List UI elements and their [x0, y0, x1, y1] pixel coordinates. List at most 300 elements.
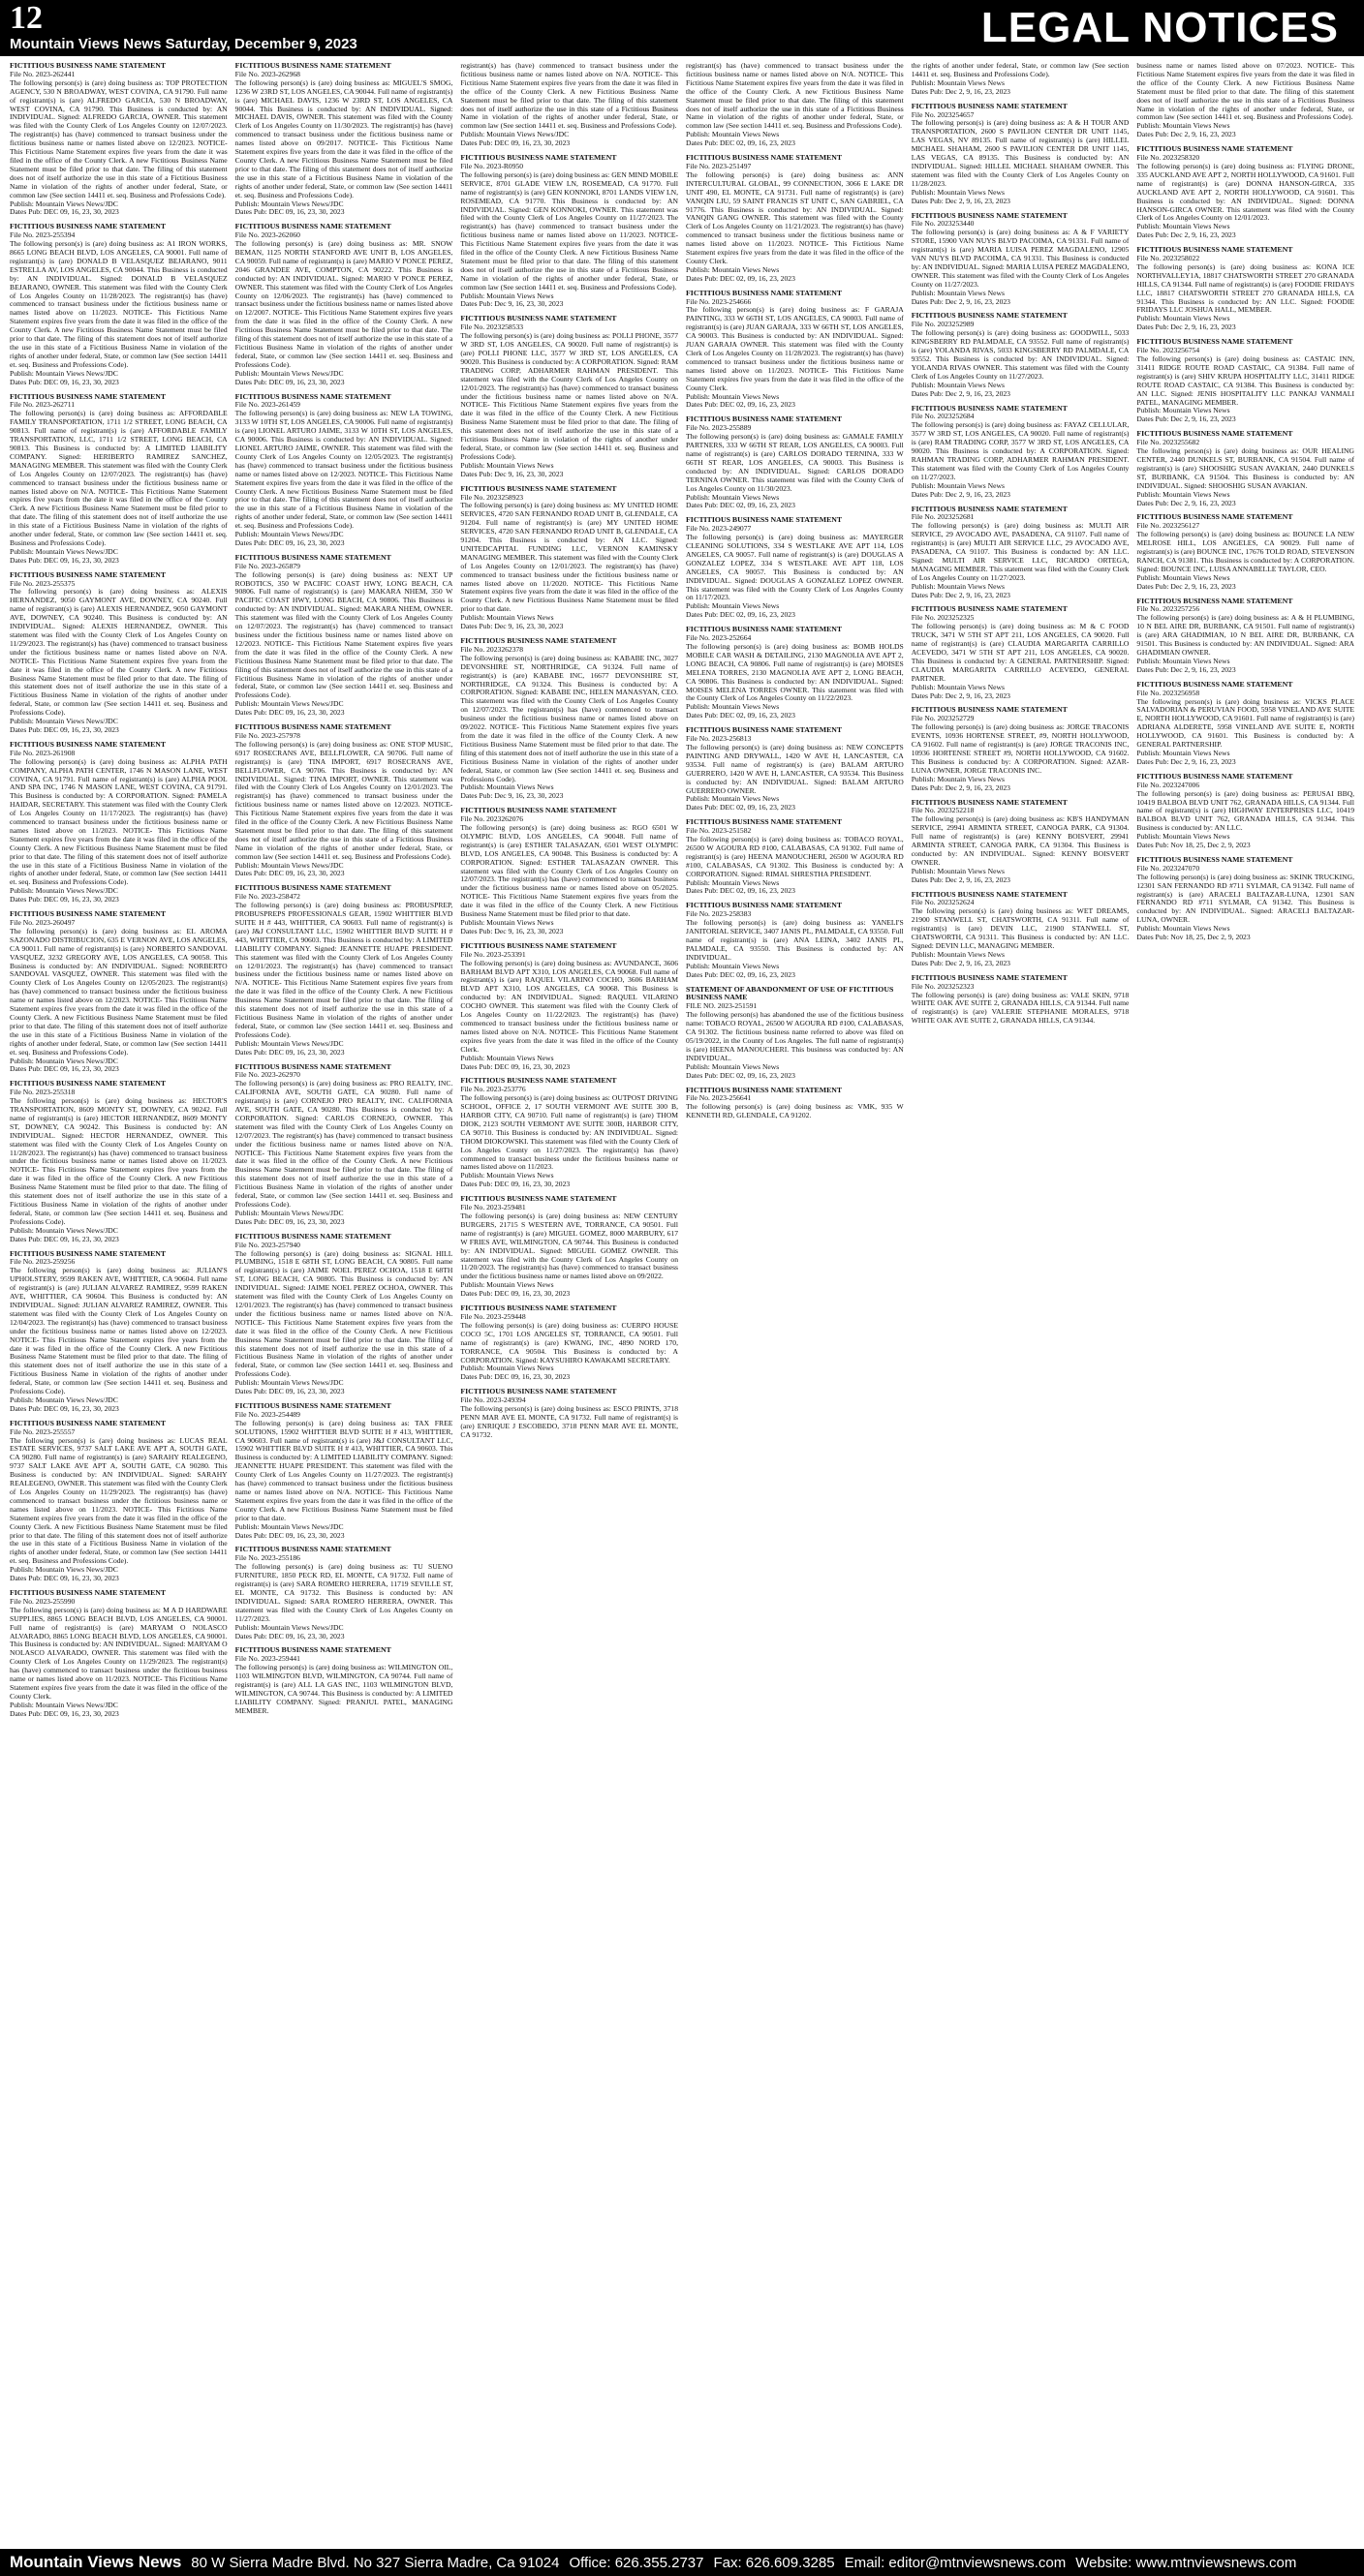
notice-body: The following person(s) is (are) doing business as: MIGUEL'S SMOG, 1236 W 23RD ST, LOS ANGELES, CA 90044. Full name of registrant(s) is (are) MICHAEL DAVIS, 1236 W 23RD ST, LOS ANGELES, CA 90044. This Business is conducted by: AN INDIVIDUAL. Signed: MICHAEL DAVIS, OWNER. This statement was filed with the County Clerk of Los Angeles County on 11/30/2023. The registrant(s) has (have) commenced to transact business under the fictitious business name or names listed above on 09/2017. NOTICE- This Fictitious Name Statement expires five years from the date it was filed in the office of the County Clerk. A new Fictitious Business Name Statement must be filed prior to that date. The filing of this statement does not of itself authorize the use in this state of a Fictitious Business Name in violation of the rights of another under federal, State, or common law (See section 14411 et. seq. Business and Professions Code). — [234, 77, 453, 199]
notice-dates-line: Dates Pub: Dec 2, 9, 16, 23, 2023 — [911, 86, 1010, 96]
notice-dates-line: Dates Pub: Dec 2, 9, 16, 23, 2023 — [1136, 322, 1236, 332]
notice-heading: FICTITIOUS BUSINESS NAME STATEMENT — [460, 1387, 617, 1396]
notice-dates-line: Dates Pub: DEC 09, 16, 23, 30, 2023 — [460, 1180, 571, 1189]
notice-body: The following person(s) is (are) doing business as: GOODWILL, 5033 KINGSBERRY RD PALMDALE, CA 93552. Full name of registrant(s) is (are) YOLANDA RIVAS, 5033 KINGSBERRY RD PALMDALE, CA 93552. This Business is conducted by: AN INDIVIDUAL. Signed: YOLANDA RIVAS OWNER. This statement was filed with the County Clerk of Los Angeles County on 11/27/2023. — [911, 328, 1130, 381]
notice-publish-line: Publish: Mountain Views News/JDC — [234, 1622, 344, 1632]
legal-notice — [686, 986, 904, 1081]
notice-file-number: File No. 2023252729 — [911, 714, 975, 723]
notice-publish-line: Publish: Mountain Views News/JDC — [234, 1521, 344, 1531]
notice-dates-line: Dates Pub: DEC 09, 16, 23, 30, 2023 — [234, 1387, 345, 1396]
notice-publish-line: Publish: Mountain Views News — [1136, 924, 1230, 934]
notice-body: The following person(s) is (are) doing business as: PERUSAI BBQ, 10419 BALBOA BLVD UNIT 762, GRANADA HILLS, CA 91344. Full name of registrant(s) is (are) HIGHWAY ENTERPRISES LLC, 10419 BALBOA BLVD UNIT 762, GRANADA HILLS, CA 91344. This Business is conducted by: AN LLC. — [1136, 788, 1355, 833]
notice-dates-line: Dates Pub: DEC 09, 16, 23, 30, 2023 — [460, 1289, 571, 1299]
notice-body: The following person(s) is (are) doing business as: AFFORDABLE FAMILY TRANSPORTATION, 1711 1/2 STREET, LONG BEACH, CA 90813. Full name of registrant(s) is (are) AFFORDABLE FAMILY TRANSPORTATION, LLC, 1711 1/2 STREET, LONG BEACH, CA 90813. This Business is conducted by: A LIMITED LIABILITY COMPANY. Signed: HERIBERTO RAMIREZ SANCHEZ, MANAGING MEMBER. This statement was filed with the County Clerk of Los Angeles County on 12/07/2023. The registrant(s) has (have) commenced to transact business under the fictitious business name or names listed above on N/A. NOTICE- This Fictitious Name Statement expires five years from the date it was filed in the office of the County Clerk. A new Fictitious Business Name Statement must be filed prior to that date. The filing of this statement does not of itself authorize the use in this state of a Fictitious Business Name in violation of the rights of another under federal, State, or common law (See section 14411 et. seq. Business and Professions Code). — [10, 409, 228, 547]
notice-dates-line: Dates Pub: Nov 18, 25, Dec 2, 9, 2023 — [1136, 933, 1251, 942]
notice-publish-line: Publish: Mountain Views News/JDC — [10, 1395, 118, 1404]
notice-dates-line: Dates Pub: DEC 09, 16, 23, 30, 2023 — [10, 207, 119, 217]
notice-file-number: File No. 2023252325 — [911, 613, 975, 623]
notice-publish-line: Publish: Mountain Views News — [1136, 222, 1230, 231]
column-6 — [1132, 62, 1358, 2547]
notice-heading: FICTITIOUS BUSINESS NAME STATEMENT — [234, 1231, 391, 1241]
notice-dates-line: Dates Pub: Dec 9, 16, 23, 30, 2023 — [460, 299, 564, 309]
footer-website[interactable]: Website: www.mtnviewsnews.com — [1075, 2554, 1297, 2571]
notice-heading: FICTITIOUS BUSINESS NAME STATEMENT — [234, 722, 391, 732]
notice-body: The following person(s) is (are) doing business as: MULTI AIR SERVICE, 29 AVOCADO AVE, PASADENA, CA 91107. Full name of registrant(s) is (are) MULTI AIR SERVICE LLC, 29 AVOCADO AVE, PASADENA, CA 91107. This Business is conducted by: AN LLC. Signed: MULTI AIR SERVICE LLC, RICARDO ORTEGA, MANAGING MEMBER. This statement was filed with the County Clerk of Los Angeles County on 11/27/2023. — [911, 521, 1130, 582]
notice-heading: FICTITIOUS BUSINESS NAME STATEMENT — [10, 739, 167, 749]
notice-file-number: File No. 2023-249394 — [460, 1395, 526, 1405]
notice-body: The following person(s) is (are) doing business as: JULIAN'S UPHOLSTERY, 9599 RAKEN AVE, WHITTIER, CA 90604. Full name of registrant(s) is (are) JULIAN ALVAREZ RAMIREZ, 9599 RAKEN AVE, WHITTIER, CA 90604. This Business is conducted by: AN INDIVIDUAL. Signed: JULIAN ALVAREZ RAMIREZ, OWNER. This statement was filed with the County Clerk of Los Angeles County on 12/04/2023. The registrant(s) has (have) commenced to transact business under the fictitious business name or names listed above on 12/2023. NOTICE- This Fictitious Name Statement expires five years from the date it was filed in the office of the County Clerk. A new Fictitious Business Name Statement must be filed prior to that date. The filing of this statement does not of itself authorize the use in this state of a Fictitious Business Name in violation of the rights of another under federal, State, or common law (See section 14411 et. seq. Business and Professions Code). — [10, 1266, 228, 1396]
notice-heading: FICTITIOUS BUSINESS NAME STATEMENT — [1136, 245, 1293, 255]
notice-publish-line: Publish: Mountain Views News — [911, 581, 1005, 591]
notice-dates-line: Dates Pub: Dec 2, 9, 16, 23, 2023 — [1136, 130, 1236, 139]
notice-publish-line: Publish: Mountain Views News — [460, 1280, 554, 1290]
notice-publish-line: Publish: Mountain Views News — [911, 187, 1005, 197]
notice-dates-line: Dates Pub: DEC 02, 09, 16, 23, 2023 — [686, 1070, 795, 1080]
notice-body: The following person(s) is (are) doing business as: NEW CONCEPTS PAINTING AND DRYWALL, 1420 W AVE H, LANCASTER, CA 93534. Full name of registrant(s) is (are) BALAM ARTURO GUERRERO, 1420 W AVE H, LANCASTER, CA 93534. This Business is conducted by: AN INDIVIDUAL. Signed: BALAM ARTURO GUERRERO OWNER. — [686, 742, 904, 795]
notice-file-number: File No. 2023-252664 — [686, 633, 752, 643]
notice-publish-line: Publish: Mountain Views News — [686, 794, 780, 804]
notice-body: The following person(s) is (are) doing business as: PROBUSPREP, PROBUSPREPS PROFESSIONALS GEAR, 15902 WHITTIER BLVD SUITE H # 443, WHITTIER, CA 90603. Full name of registrant(s) is (are) J&J CONSULTANT LLC, 15902 WHITTIER BLVD SUITE H # 443, WHITTIER, CA 90603. This Business is conducted by: A LIMITED LIABILITY COMPANY. Signed: JEANNETTE HUAPE PRESIDENT. This statement was filed with the County Clerk of Los Angeles County on 12/01/2023. The registrant(s) has (have) commenced to transact business under the fictitious business name or names listed above on N/A. NOTICE- This Fictitious Name Statement expires five years from the date it was filed in the office of the County Clerk. A new Fictitious Business Name Statement must be filed prior to that date. The filing of this statement does not of itself authorize the use in this state of a Fictitious Business Name in violation of the rights of another under federal, State, or common law (See section 14411 et. seq. Business and Professions Code). — [234, 901, 453, 1039]
notice-publish-line: Publish: Mountain Views News/JDC — [234, 860, 344, 870]
notice-file-number: File No. 2023-255318 — [10, 1088, 76, 1097]
notice-body: The following person(s) is (are) doing business as: EL AROMA SAZONADO DISTRIBUCION, 635 E VERNON AVE, LOS ANGELES, CA 90011. Full name of registrant(s) is (are) NORBERTO SANDOVAL VASQUEZ, 3232 GREGORY AVE, LOS ANGELES, CA 90058. This Business is conducted by: AN INDIVIDUAL. Signed: NORBERTO SANDOVAL VASQUEZ, OWNER. This statement was filed with the County Clerk of Los Angeles County on 12/05/2023. The registrant(s) has (have) commenced to transact business under the fictitious business name or names listed above on 12/2023. NOTICE- This Fictitious Name Statement expires five years from the date it was filed in the office of the County Clerk. A new Fictitious Business Name Statement must be filed prior to that date. The filing of this statement does not of itself authorize the use in this state of a Fictitious Business Name in violation of the rights of another under federal, State, or common law (See section 14411 et. seq. Business and Professions Code). — [10, 926, 228, 1057]
notice-dates-line: Dates Pub: DEC 02, 09, 16, 23, 2023 — [686, 138, 795, 148]
notice-file-number: File No. 2023258533 — [460, 322, 524, 332]
notice-publish-line: Publish: Mountain Views News/JDC — [460, 130, 570, 139]
notice-publish-line: Publish: Mountain Views News — [911, 380, 1005, 389]
notice-file-number: File No. 2023-255990 — [10, 1596, 76, 1606]
legal-notice — [10, 223, 228, 386]
footer-fax: Fax: 626.609.3285 — [713, 2554, 835, 2571]
notice-heading: FICTITIOUS BUSINESS NAME STATEMENT — [234, 883, 391, 893]
notice-dates-line: Dates Pub: Dec 2, 9, 16, 23, 2023 — [911, 782, 1010, 792]
notice-body: The following person(s) is (are) doing business as: ALPHA PATH COMPANY, ALPHA PATH CENTER, 1746 N MASON LANE, WEST COVINA, CA 91791. Full name of registrant(s) is (are) ALPHA POOL AND SPA INC, 1746 N MASON LANE, WEST COVINA, CA 91791. This Business is conducted by: A CORPORATION. Signed: PAMELA HAIDAR, SECRETARY. This statement was filed with the County Clerk of Los Angeles County on 11/17/2023. The registrant(s) has (have) commenced to transact business under the fictitious business name or names listed above on 11/2023. NOTICE- This Fictitious Name Statement expires five years from the date it was filed in the office of the County Clerk. A new Fictitious Business Name Statement must be filed prior to that date. The filing of this statement does not of itself authorize the use in this state of a Fictitious Business Name in violation of the rights of another under federal, State, or common law (See section 14411 et. seq. Business and Professions Code). — [10, 756, 228, 887]
notice-body: The following person(s) is (are) doing business as: TAX FREE SOLUTIONS, 15902 WHITTIER BLVD SUITE H # 413, WHITTIER, CA 90603. Full name of registrant(s) is (are) J&J CONSULTANT LLC, 15902 WHITTIER BLVD SUITE H # 413, WHITTIER, CA 90603. This Business is conducted by: A LIMITED LIABILITY COMPANY. Signed: JEANNETTE HUAPE PRESIDENT. This statement was filed with the County Clerk of Los Angeles County on 11/27/2023. The registrant(s) has (have) commenced to transact business under the fictitious business name or names listed above on N/A. NOTICE- This Fictitious Name Statement expires five years from the date it was filed in the office of the County Clerk. A new Fictitious Business Name Statement must be filed prior to that date. — [234, 1418, 453, 1522]
notice-heading: FICTITIOUS BUSINESS NAME STATEMENT — [1136, 144, 1293, 154]
legal-notice — [460, 1195, 678, 1299]
notice-body: The following person(s) is (are) doing business as: CUERPO HOUSE COCO 5C, 1701 LOS ANGELES ST, TORRANCE, CA 90501. Full name of registrant(s) is (are) KWANG, INC, 4890 NORD 170, TORRANCE, CA 90504. This Business is conducted by: A CORPORATION. Signed: KAYSUHIRO KAWAKAMI SECRETARY. — [460, 1320, 679, 1365]
notice-body: The following person(s) is (are) doing business as: VALE SKIN, 9718 WHITE OAK AVE SUITE 2, GRANADA HILLS, CA 91344. Full name of registrant(s) is (are) VALERIE STEPHANIE MORALES, 9718 WHITE OAK AVE SUITE 2, GRANADA HILLS, CA 91344. — [911, 990, 1130, 1026]
notice-dates-line: Dates Pub: DEC 02, 09, 16, 23, 2023 — [686, 400, 795, 410]
notice-publish-line: Publish: Mountain Views News — [686, 1061, 780, 1071]
legal-notice — [1136, 773, 1354, 850]
legal-notice — [912, 103, 1130, 206]
notice-publish-line: Publish: Mountain Views News — [686, 877, 780, 887]
notice-publish-line: Publish: Mountain Views News — [460, 782, 554, 792]
legal-notice — [235, 1402, 453, 1541]
notice-file-number: File No. 2023-262441 — [10, 69, 76, 78]
notice-body: The following person(s) is (are) doing business as: HECTOR'S TRANSPORTATION, 8609 MONTY ST, DOWNEY, CA 90242. Full name of registrant(s) is (are) HECTOR HERNANDEZ, 8609 MONTY ST, DOWNEY, CA 90242. This Business is conducted by: AN INDIVIDUAL. Signed: HECTOR HERNANDEZ, OWNER. This statement was filed with the County Clerk of Los Angeles County on 11/28/2023. The registrant(s) has (have) commenced to transact business under the fictitious business name or names listed above on 11/2023. NOTICE- This Fictitious Name Statement expires five years from the date it was filed in the office of the County Clerk. A new Fictitious Business Name Statement must be filed prior to that date. The filing of this statement does not of itself authorize the use in this state of a Fictitious Business Name in violation of the rights of another under federal, State, or common law (See section 14411 et. seq. Business and Professions Code). — [10, 1096, 228, 1226]
footer-bar — [0, 2549, 1364, 2576]
notice-publish-line: Publish: Mountain Views News — [911, 949, 1005, 959]
notice-file-number: File No. 2023262076 — [460, 814, 524, 824]
notice-heading: FICTITIOUS BUSINESS NAME STATEMENT — [10, 1587, 167, 1597]
legal-notice — [235, 884, 453, 1057]
notice-body: The following person(s) is (are) doing business as: FAYAZ CELLULAR, 3577 W 3RD ST, LOS ANGELES, CA 90020. Full name of registrant(s) is (are) RAM TRADING CORP, 3577 W 3RD ST, LOS ANGELES, CA 90020. This Business is conducted by: A CORPORATION. Signed: RAHMAN TRADING CORP, ADHARMER RAHMAN PRESIDENT. This statement was filed with the County Clerk of Los Angeles County on 11/27/2023. — [911, 420, 1130, 481]
masthead — [0, 0, 1364, 56]
notice-publish-line: Publish: Mountain Views News — [911, 288, 1005, 297]
notice-publish-line: Publish: Mountain Views News — [1136, 656, 1230, 665]
legal-notice — [1136, 145, 1354, 240]
notice-file-number: File No. 2023252323 — [911, 981, 975, 991]
notice-body: The following person(s) is (are) doing business as: WET DREAMS, 21900 STANWELL ST, CHATSWORTH, CA 91311. Full name of registrant(s) is (are) DEVIN LLC, 21900 STANWELL ST, CHATSWORTH, CA 91311. This Business is conducted by: AN LLC. Signed: DEVIN LLC, MANAGING MEMBER. — [911, 906, 1130, 950]
notice-body: The following person(s) is (are) doing business as: A & H PLUMBING, 10 N BEL AIRE DR, BURBANK, CA 91501. Full name of registrant(s) is (are) ARA GHADIMIAN, 10 N BEL AIRE DR, BURBANK, CA 91501. This Business is conducted by: AN INDIVIDUAL. Signed: ARA GHADIMIAN OWNER. — [1136, 613, 1355, 657]
notice-publish-line: Publish: Mountain Views News — [1136, 832, 1230, 842]
notice-heading: FICTITIOUS BUSINESS NAME STATEMENT — [911, 972, 1068, 982]
notice-heading: FICTITIOUS BUSINESS NAME STATEMENT — [234, 222, 391, 231]
notice-heading: FICTITIOUS BUSINESS NAME STATEMENT — [10, 909, 167, 919]
notice-heading: FICTITIOUS BUSINESS NAME STATEMENT — [686, 625, 843, 634]
notice-body: The following person(s) is (are) doing business as: ESCO PRINTS, 3718 PENN MAR AVE EL MONTE, CA 91732. Full name of registrant(s) is (are) ENRIQUE J ESCOBEDO, 3718 PENN MAR AVE EL MONTE, CA 91732. — [460, 1404, 679, 1439]
notice-dates-line: Dates Pub: DEC 09, 16, 23, 30, 2023 — [10, 724, 119, 734]
notice-file-number: File No. 2023258320 — [1136, 153, 1200, 163]
notice-publish-line: Publish: Mountain Views News — [1136, 314, 1230, 323]
notice-heading: FICTITIOUS BUSINESS NAME STATEMENT — [460, 636, 617, 645]
notice-publish-line: Publish: Mountain Views News — [1136, 406, 1230, 415]
notice-dates-line: Dates Pub: DEC 09, 16, 23, 30, 2023 — [234, 1631, 345, 1641]
notice-publish-line: Publish: Mountain Views News — [460, 291, 554, 300]
notice-heading: FICTITIOUS BUSINESS NAME STATEMENT — [460, 1303, 617, 1313]
notice-body: The following person(s) is (are) doing business as: RGO 6501 W OLYMPIC BLVD, LOS ANGELES, CA 90048. Full name of registrant(s) is (are) ESTHER TALASAZAN, 6501 WEST OLYMPIC BLVD, LOS ANGELES, CA 90048. This Business is conducted by: A CORPORATION. Signed: ESTHER TALASAZAN OWNER. This statement was filed with the County Clerk of Los Angeles County on 12/07/2023. The registrant(s) has (have) commenced to transact business under the fictitious business name or names listed above on 05/2025. NOTICE- This Fictitious Name Statement expires five years from the date it was filed in the office of the County Clerk. A new Fictitious Business Name Statement must be filed prior to that date. — [460, 823, 679, 919]
notice-file-number: FILE NO. 2023-251591 — [686, 1001, 758, 1011]
notice-file-number: File No. 2023-257940 — [234, 1240, 300, 1249]
notice-dates-line: Dates Pub: Dec 2, 9, 16, 23, 2023 — [911, 388, 1010, 398]
notice-heading: FICTITIOUS BUSINESS NAME STATEMENT — [460, 940, 617, 950]
notice-body: The following person(s) is (are) doing business as: MAYERGER CLEANING SOLUTIONS, 334 S WESTLAKE AVE APT 114, LOS ANGELES, CA 90057. Full name of registrant(s) is (are) DOUGLAS A GONZALEZ LOPEZ, 334 S WESTLAKE AVE APT 118, LOS ANGELES, CA 90057. This Business is conducted by: AN INDIVIDUAL. Signed: DOUGLAS A GONZALEZ LOPEZ OWNER. This statement was filed with the County Clerk of Los Angeles County on 11/17/2023. — [686, 533, 904, 602]
notice-heading: FICTITIOUS BUSINESS NAME STATEMENT — [10, 569, 167, 579]
notice-heading: FICTITIOUS BUSINESS NAME STATEMENT — [10, 1248, 167, 1258]
notice-dates-line: Dates Pub: DEC 02, 09, 16, 23, 2023 — [686, 711, 795, 721]
notice-file-number: File No. 2023-253391 — [460, 949, 526, 959]
notice-body: The following person(s) is (are) doing business as: M A D HARDWARE SUPPLIES, 8865 LONG BEACH BLVD, LOS ANGELES, CA 90001. Full name of registrant(s) is (are) MARYAM O NOLASCO ALVARADO, 8865 LONG BEACH BLVD, LOS ANGELES, CA 90001. This Business is conducted by: AN INDIVIDUAL. Signed: MARYAM O NOLASCO ALVARADO, OWNER. This statement was filed with the County Clerk of Los Angeles County on 11/29/2023. The registrant(s) has (have) commenced to transact business under the fictitious business name or names listed above on 11/2023. NOTICE- This Fictitious Name Statement expires five years from the date it was filed in the office of the County Clerk. — [10, 1605, 228, 1701]
legal-notice — [10, 1589, 228, 1719]
notice-heading: FICTITIOUS BUSINESS NAME STATEMENT — [911, 210, 1068, 220]
notice-body: The following person(s) is (are) doing business as: GEN MIND MOBILE SERVICE, 8701 GLADE VIEW LN, ROSEMEAD, CA 91770. Full name of registrant(s) is (are) GEN KONNOKI, 8701 LANDS VIEW LN, ROSEMEAD, CA 91770. This Business is conducted by: AN INDIVIDUAL. Signed: GEN KONNOKI, OWNER. This statement was filed with the County Clerk of Los Angeles County on 11/27/2023. The registrant(s) has (have) commenced to transact business under the fictitious business name or names listed above on 11/2023. NOTICE- This Fictitious Name Statement expires five years from the date it was filed in the office of the County Clerk. A new Fictitious Business Name Statement must be filed prior to that date. The filing of this statement does not of itself authorize the use in this state of a Fictitious Business Name in violation of the rights of another under federal, State, or common law (See section 14411 et. seq. Business and Professions Code). — [460, 169, 679, 291]
notice-dates-line: Dates Pub: DEC 09, 16, 23, 30, 2023 — [10, 1574, 119, 1583]
legal-notice — [10, 741, 228, 905]
notice-body: The following person(s) is (are) doing business as: SKINK TRUCKING, 12301 SAN FERNANDO RD #711 SYLMAR, CA 91342. Full name of registrant(s) is (are) ARACELI BALTAZAR-LUNA, 12301 SAN FERNANDO RD #711 SYLMAR, CA 91342. This Business is conducted by: AN INDIVIDUAL. Signed: ARACELI BALTAZAR-LUNA, OWNER. — [1136, 872, 1355, 925]
notice-publish-line: Publish: Mountain Views News/JDC — [234, 368, 344, 378]
notice-file-number: File No. 2023-260497 — [10, 918, 76, 927]
notice-publish-line: Publish: Mountain Views News/JDC — [234, 1208, 344, 1217]
footer-publication: Mountain Views News — [10, 2553, 182, 2571]
notice-file-number: File No. 2023-254489 — [234, 1409, 300, 1419]
notice-publish-line: Publish: Mountain Views News — [460, 1171, 554, 1181]
legal-notice — [460, 637, 678, 801]
legal-notice — [10, 1080, 228, 1243]
footer-email[interactable]: Email: editor@mtnviewsnews.com — [844, 2554, 1067, 2571]
notice-file-number: File No. 2023-261459 — [234, 400, 300, 410]
notice-publish-line: Publish: Mountain Views News — [911, 866, 1005, 875]
notice-publish-line: Publish: Mountain Views News — [686, 601, 780, 611]
legal-notice — [686, 1087, 904, 1121]
footer-office: Office: 626.355.2737 — [569, 2554, 704, 2571]
notice-file-number: File No. 2023-262711 — [10, 400, 76, 410]
notice-dates-line: Dates Pub: DEC 09, 16, 23, 30, 2023 — [10, 895, 119, 905]
notice-file-number: File No. 2023257256 — [1136, 604, 1200, 614]
notice-heading: FICTITIOUS BUSINESS NAME STATEMENT — [1136, 679, 1293, 689]
legal-notice — [235, 1546, 453, 1641]
notice-body: The following person(s) has abandoned the use of the fictitious business name: TOBACO ROYAL, 26500 W AGOURA RD #100, CALABASAS, CA 91302. The fictitious business name referred to above was filed on 05/19/2022, in the County of Los Angeles. The full name of registrant(s) is (are) HEENA MANOUCHERI. This business was conducted by: AN INDIVIDUAL. — [686, 1010, 904, 1062]
notice-dates-line: Dates Pub: DEC 02, 09, 16, 23, 2023 — [686, 501, 795, 510]
notice-body: The following person(s) is (are) doing business as: SIGNAL HILL PLUMBING, 1518 E 68TH ST, LONG BEACH, CA 90805. Full name of registrant(s) is (are) JAIME NOEL PEREZ OCHOA, 1518 E 68TH ST, LONG BEACH, CA 90805. This Business is conducted by: AN INDIVIDUAL. Signed: JAIME NOEL PEREZ OCHOA, OWNER. This statement was filed with the County Clerk of Los Angeles County on 12/01/2023. The registrant(s) has (have) commenced to transact business under the fictitious business name or names listed above on N/A. NOTICE- This Fictitious Name Statement expires five years from the date it was filed in the office of the County Clerk. A new Fictitious Business Name Statement must be filed prior to that date. The filing of this statement does not of itself authorize the use in this state of a Fictitious Business Name in violation of the rights of another under federal, State, or common law (See section 14411 et. seq. Business and Professions Code). — [234, 1248, 453, 1379]
notice-body: The following person(s) is (are) doing business as: NEW LA TOWING, 3133 W 10TH ST, LOS ANGELES, CA 90006. Full name of registrant(s) is (are) LIONEL ARTURO JAIME, 3133 W 10TH ST, LOS ANGELES, CA 90006. This Business is conducted by: AN INDIVIDUAL. Signed: LIONEL ARTURO JAIME, OWNER. This statement was filed with the County Clerk of Los Angeles County on 12/05/2023. The registrant(s) has (have) commenced to transact business under the fictitious business name or names listed above on 12/2023. NOTICE- This Fictitious Name Statement expires five years from the date it was filed in the office of the County Clerk. A new Fictitious Business Name Statement must be filed prior to that date. The filing of this statement does not of itself authorize the use in this state of a Fictitious Business Name in violation of the rights of another under federal, State, or common law (See section 14411 et. seq. Business and Professions Code). — [234, 409, 453, 531]
notice-body: The following person(s) is (are) doing business as: VMK, 935 W KENNETH RD, GLENDALE, CA 91202. — [686, 1102, 904, 1120]
notice-heading: FICTITIOUS BUSINESS NAME STATEMENT — [234, 1400, 391, 1410]
notice-body: registrant(s) has (have) commenced to transact business under the fictitious business name or names listed above on N/A. NOTICE- This Fictitious Name Statement expires five years from the date it was filed in the office of the County Clerk. A new Fictitious Business Name Statement must be filed prior to that date. The filing of this statement does not of itself authorize the use in this state of a Fictitious Business Name in violation of the rights of another under federal, State, or common law (See section 14411 et. seq. Business and Professions Code). — [460, 62, 679, 131]
notice-body: The following person(s) is (are) doing business as: LUCAS REAL ESTATE SERVICES, 9737 SALT LAKE AVE APT A, SOUTH GATE, CA 90280. Full name of registrant(s) is (are) SARAHY REALEGENO, 9737 SALT LAKE AVE APT A, SOUTH GATE, CA 90280. This Business is conducted by: AN INDIVIDUAL. Signed: SARAHY REALEGENO, OWNER. This statement was filed with the County Clerk of Los Angeles County on 11/29/2023. The registrant(s) has (have) commenced to transact business under the fictitious business name or names listed above on 11/2023. NOTICE- This Fictitious Name Statement expires five years from the date it was filed in the office of the County Clerk. A new Fictitious Business Name Statement must be filed prior to that date. The filing of this statement does not of itself authorize the use in this state of a Fictitious Business Name in violation of the rights of another under federal, State, or common law (See section 14411 et. seq. Business and Professions Code). — [10, 1435, 228, 1566]
notice-heading: FICTITIOUS BUSINESS NAME STATEMENT — [911, 797, 1068, 807]
legal-notice — [460, 1077, 678, 1189]
legal-notice — [235, 1233, 453, 1396]
notice-heading: FICTITIOUS BUSINESS NAME STATEMENT — [460, 806, 617, 815]
notice-file-number: File No. 2023253440 — [911, 219, 975, 229]
notice-heading: FICTITIOUS BUSINESS NAME STATEMENT — [10, 62, 167, 70]
notice-body: The following person(s) is (are) doing business as: BOMB HOLDS MOBILE CAR WASH & DETAILING, 2130 MAGNOLIA AVE APT 2, LONG BEACH, CA 90806. Full name of registrant(s) is (are) MOISES MELENA TORRES, 2130 MAGNOLIA AVE APT 2, LONG BEACH, CA 90806. This Business is conducted by: AN INDIVIDUAL. Signed: MOISES MELENA TORRES OWNER. This statement was filed with the County Clerk of Los Angeles County on 11/22/2023. — [686, 642, 904, 703]
notice-dates-line: Dates Pub: DEC 02, 09, 16, 23, 2023 — [686, 969, 795, 979]
notice-body: The following person(s) is (are) doing business as: A & H TOUR AND TRANSPORTATION, 2600 S PAVILION CENTER DR UNIT 1145, LAS VEGAS, NV 89135. Full name of registrant(s) is (are) HILLEL MICHAEL SHAHAM, 2600 S PAVILION CENTER DR UNIT 1145, LAS VEGAS, CA 89135. This Business is conducted by: AN INDIVIDUAL. Signed: HILLEL MICHAEL SHAHAM OWNER. This statement was filed with the County Clerk of Los Angeles County on 11/28/2023. — [911, 118, 1130, 188]
notice-file-number: File No. 2023-258472 — [234, 892, 300, 902]
notice-publish-line: Publish: Mountain Views News — [911, 77, 1005, 87]
notice-body: The following person(s) is (are) doing business as: NEXT UP ROBOTICS, 350 W PACIFIC COAST HWY, LONG BEACH, CA 90806. Full name of registrant(s) is (are) MAKARA NHEM, 350 W PACIFIC COAST HWY, LONG BEACH, CA 90806. This Business is conducted by: AN INDIVIDUAL. Signed: MAKARA NHEM, OWNER. This statement was filed with the County Clerk of Los Angeles County on 12/07/2023. The registrant(s) has (have) commenced to transact business under the fictitious business name or names listed above on 12/2023. NOTICE- This Fictitious Name Statement expires five years from the date it was filed in the office of the County Clerk. A new Fictitious Business Name Statement must be filed prior to that date. The filing of this statement does not of itself authorize the use in this state of a Fictitious Business Name in violation of the rights of another under federal, State, or common law (See section 14411 et. seq. Business and Professions Code). — [234, 569, 453, 700]
notice-file-number: File No. 2023-255557 — [10, 1426, 76, 1436]
notice-publish-line: Publish: Mountain Views News — [686, 961, 780, 970]
notice-heading: FICTITIOUS BUSINESS NAME STATEMENT — [686, 153, 843, 163]
notice-file-number: File No. 2023-259441 — [234, 1654, 300, 1664]
notice-file-number: File No. 2023254657 — [911, 109, 975, 119]
legal-notice — [460, 1388, 678, 1439]
notice-file-number: File No. 2023-249077 — [686, 524, 752, 534]
page-number: 12 — [10, 0, 43, 36]
legal-notice — [912, 62, 1130, 97]
notice-publish-line: Publish: Mountain Views News — [686, 391, 780, 401]
legal-notice — [1136, 681, 1354, 767]
legal-notice — [1136, 513, 1354, 591]
notice-body: The following person(s) is (are) doing business as: KABABE INC, 3027 DEVONSHIRE ST, NORTHRIDGE, CA 91324. Full name of registrant(s) is (are) KABABE INC, 16677 DEVONSHIRE ST, NORTHRIDGE, CA 91324. This Business is conducted by: A CORPORATION. Signed: KABABE INC, HELEN MANASYAN, CEO. This statement was filed with the County Clerk of Los Angeles County on 12/07/2023. The registrant(s) has (have) commenced to transact business under the fictitious business name or names listed above on 09/2022. NOTICE- This Fictitious Name Statement expires five years from the date it was filed in the office of the County Clerk. A new Fictitious Business Name Statement must be filed prior to that date. The filing of this statement does not of itself authorize the use in this state of a Fictitious Business Name in violation of the rights of another under federal, State, or common law (See section 14411 et. seq. Business and Professions Code). — [460, 653, 679, 783]
notice-file-number: File No. 2023256127 — [1136, 521, 1200, 531]
legal-notice — [686, 818, 904, 896]
notice-dates-line: Dates Pub: DEC 09, 16, 23, 30, 2023 — [234, 377, 345, 386]
notice-publish-line: Publish: Mountain Views News/JDC — [10, 1225, 118, 1235]
notice-body: The following person(s) is (are) doing business as: OUTPOST DRIVING SCHOOL, OFFICE 2, 17 SOUTH VERMONT AVE SUITE 300 B, HARBOR CITY, CA 90710. Full name of registrant(s) is (are) THOM DIOK, 2123 SOUTH VERMONT AVE SUITE 300B, HARBOR CITY, CA 90710. This Business is conducted by: AN INDIVIDUAL. Signed: THOM DIOKOWSKI. This statement was filed with the County Clerk of Los Angeles County on 11/27/2023. The registrant(s) has (have) commenced to transact business under the fictitious business name or names listed above on 11/2023. — [460, 1093, 679, 1172]
notice-body: The following person(s) is (are) doing business as: ANN INTERCULTURAL GLOBAL, 99 CONNECTION, 3066 E LAKE DR UNIT 490, EL MONTE, CA 91731. Full name of registrant(s) is (are) VANQIN LIU, 59 SAINT FRANCIS ST UNIT C, SAN GABRIEL, CA 91776. This Business is conducted by: AN INDIVIDUAL. Signed: VANQIN GANG OWNER. This statement was filed with the County Clerk of Los Angeles County on 11/21/2023. The registrant(s) has (have) commenced to transact business under the fictitious business name or names listed above on 11/2023. NOTICE- This Fictitious Name Statement expires five years from the date it was filed in the office of the County Clerk. — [686, 169, 904, 265]
notice-dates-line: Dates Pub: DEC 09, 16, 23, 30, 2023 — [460, 1061, 571, 1071]
notice-dates-line: Dates Pub: Dec 2, 9, 16, 23, 2023 — [911, 590, 1010, 599]
notice-heading: FICTITIOUS BUSINESS NAME STATEMENT — [911, 604, 1068, 614]
notice-heading: FICTITIOUS BUSINESS NAME STATEMENT — [234, 391, 391, 401]
notice-publish-line: Publish: Mountain Views News — [911, 774, 1005, 783]
legal-notice — [1136, 338, 1354, 424]
notice-publish-line: Publish: Mountain Views News — [1136, 748, 1230, 757]
notice-publish-line: Publish: Mountain Views News/JDC — [10, 546, 118, 556]
notice-heading: FICTITIOUS BUSINESS NAME STATEMENT — [686, 1085, 843, 1094]
legal-notice — [1136, 430, 1354, 507]
notice-dates-line: Dates Pub: DEC 09, 16, 23, 30, 2023 — [10, 555, 119, 565]
notice-publish-line: Publish: Mountain Views News/JDC — [10, 199, 118, 208]
notice-file-number: File No. 2023-255394 — [10, 230, 76, 240]
column-4 — [682, 62, 908, 2547]
legal-notice — [10, 393, 228, 566]
notice-file-number: File No. 2023-255889 — [686, 423, 752, 433]
notice-body: The following person(s) is (are) doing business as: A & F VARIETY STORE, 15900 VAN NUYS BLVD PACOIMA, CA 91331. Full name of registrant(s) is (are) MARIA LUISA PEREZ MAGDALENO, 12905 VAN NUYS BLVD PACOIMA, CA 91331. This Business is conducted by: AN INDIVIDUAL. Signed: MARIA LUISA PEREZ MAGDALENO, OWNER. This statement was filed with the County Clerk of Los Angeles County on 11/27/2023. — [911, 228, 1130, 289]
notice-heading: FICTITIOUS BUSINESS NAME STATEMENT — [460, 153, 617, 163]
legal-notice — [235, 1646, 453, 1715]
notice-body: The following person(s) is (are) doing business as: ALEXIS HERNANDEZ, 9050 GAYMONT AVE, DOWNEY, CA 90240. Full name of registrant(s) is (are) ALEXIS HERNANDEZ, 9050 GAYMONT AVE, DOWNEY, CA 90240. This Business is conducted by: AN INDIVIDUAL. Signed: ALEXIS HERNANDEZ, OWNER. This statement was filed with the County Clerk of Los Angeles County on 11/29/2023. The registrant(s) has (have) commenced to transact business under the fictitious business name or names listed above on N/A. NOTICE- This Fictitious Name Statement expires five years from the date it was filed in the office of the County Clerk. A new Fictitious Business Name Statement must be filed prior to that date. The filing of this statement does not of itself authorize the use in this state of a Fictitious Business Name in violation of the rights of another under federal, State, or common law (See section 14411 et. seq. Business and Professions Code). — [10, 587, 228, 718]
notice-body: The following person(s) is (are) doing business as: YANELI'S JANITORIAL SERVICE, 3407 JANIS PL, PALMDALE, CA 93550. Full name of registrant(s) is (are) ANA LEINA, 3402 JANIS PL, PALMDALE, CA 93550. This Business is conducted by: AN INDIVIDUAL. — [686, 918, 904, 962]
notice-body: The following person(s) is (are) doing business as: FLYING DRONE, 335 AUCKLAND AVE APT 2, NORTH HOLLYWOOD, CA 91601. Full name of registrant(s) is (are) DONNA HANSON-GIRCA, 335 AUCKLAND AVE APT 2, NORTH HOLLYWOOD, CA 91601. This Business is conducted by: AN INDIVIDUAL. Signed: DONNA HANSON-GIRCA OWNER. This statement was filed with the County Clerk of Los Angeles County on 12/01/2023. — [1136, 161, 1355, 223]
notice-publish-line: Publish: Mountain Views News/JDC — [10, 717, 118, 726]
footer-address: 80 W Sierra Madre Blvd. No 327 Sierra Madre, Ca 91024 — [191, 2554, 560, 2571]
legal-notice — [912, 312, 1130, 398]
notice-file-number: File No. 2023258022 — [1136, 254, 1200, 263]
notice-file-number: File No. 2023-265879 — [234, 561, 300, 570]
notice-publish-line: Publish: Mountain Views News/JDC — [234, 1038, 344, 1048]
notice-dates-line: Dates Pub: Dec 2, 9, 16, 23, 2023 — [1136, 230, 1236, 240]
legal-notice — [460, 154, 678, 309]
notice-dates-line: Dates Pub: DEC 09, 16, 23, 30, 2023 — [234, 708, 345, 718]
legal-notice — [912, 405, 1130, 500]
notice-publish-line: Publish: Mountain Views News/JDC — [234, 699, 344, 709]
notice-body: The following person(s) is (are) doing business as: GAMALE FAMILY PARTNERS, 333 W 66TH ST REAR, LOS ANGELES, CA 90003. Full name of registrant(s) is (are) CARLOS DORADO TERNINA, 333 W 66TH ST REAR, LOS ANGELES, CA 90003. This Business is conducted by: AN INDIVIDUAL. Signed: CARLOS DORADO TERNINA OWNER. This statement was filed with the County Clerk of Los Angeles County on 11/30/2023. — [686, 432, 904, 493]
notice-body: The following person(s) is (are) doing business as: BOUNCE LA NEW MELROSE HILL, LOS ANGELES, CA 90029. Full name of registrant(s) is (are) BOUNCE INC, 17676 TOLD ROAD, STEVENSON RANCH, CA 91381. This Business is conducted by: A CORPORATION. Signed: BOUNCE INC, LUISA ANNABELLE TAYLOR, CEO. — [1136, 530, 1355, 573]
notice-publish-line: Publish: Mountain Views News — [911, 480, 1005, 490]
notice-file-number: File No. 2023252681 — [911, 512, 975, 522]
legal-notice — [686, 415, 904, 510]
legal-notice — [912, 799, 1130, 885]
notice-file-number: File No. 2023252624 — [911, 898, 975, 907]
notice-publish-line: Publish: Mountain Views News — [460, 613, 554, 623]
notice-body: The following person(s) is (are) doing business as: OUR HEALING CENTER, 2440 DUNKELS ST, BURBANK, CA 91504. Full name of registrant(s) is (are) SHOOSHIG SUSAN AVAKIAN, 2440 DUNKELS ST, BURBANK, CA 91504. This Business is conducted by: AN INDIVIDUAL. Signed: SHOOSHIG SUSAN AVAKIAN. — [1136, 446, 1355, 490]
notice-dates-line: Dates Pub: Dec 2, 9, 16, 23, 2023 — [911, 296, 1010, 306]
notice-heading: FICTITIOUS BUSINESS NAME STATEMENT — [686, 515, 843, 525]
notice-dates-line: Dates Pub: Dec 2, 9, 16, 23, 2023 — [1136, 756, 1236, 766]
notice-dates-line: Dates Pub: Dec 2, 9, 16, 23, 2023 — [911, 690, 1010, 700]
notice-body: The following person(s) is (are) doing business as: F GARAJA PAINTING, 333 W 66TH ST, LOS ANGELES, CA 90003. Full name of registrant(s) is (are) JUAN GARAJA, 333 W 66TH ST, LOS ANGELES, CA 90003. This Business is conducted by: AN INDIVIDUAL. Signed: JUAN GARAJA OWNER. This statement was filed with the County Clerk of Los Angeles County on 11/28/2023. The registrant(s) has (have) commenced to transact business under the fictitious business name or names listed above on 11/2023. NOTICE- This Fictitious Name Statement expires five years from the date it was filed in the office of the County Clerk. — [686, 305, 904, 392]
legal-notice — [686, 62, 904, 148]
notice-file-number: File No. 2023-258383 — [686, 909, 752, 919]
notice-dates-line: Dates Pub: DEC 02, 09, 16, 23, 2023 — [686, 803, 795, 813]
notice-file-number: File No. 2023252218 — [911, 806, 975, 815]
legal-notice — [912, 605, 1130, 700]
notice-file-number: File No. 2023-251497 — [686, 161, 752, 170]
notice-body: The following person(s) is (are) doing business as: AVUNDANCE, 3606 BARHAM BLVD APT X310, LOS ANGELES, CA 90068. Full name of registrant(s) is (are) RAQUEL VILARINO COCHO, 3606 BARHAM BLVD APT X310, LOS ANGELES, CA 90068. This Business is conducted by: AN INDIVIDUAL. Signed: RAQUEL VILARINO COCHO OWNER. This statement was filed with the County Clerk of Los Angeles County on 11/22/2023. The registrant(s) has (have) commenced to transact business under the fictitious business name or names listed above on N/A. NOTICE- This Fictitious Name Statement expires five years from the date it was filed in the office of the County Clerk. — [460, 958, 679, 1054]
notice-publish-line: Publish: Mountain Views News/JDC — [234, 1378, 344, 1388]
notice-heading: FICTITIOUS BUSINESS NAME STATEMENT — [911, 705, 1068, 715]
notice-heading: FICTITIOUS BUSINESS NAME STATEMENT — [460, 483, 617, 493]
notice-file-number: File No. 2023-255375 — [10, 578, 76, 588]
legal-notice — [460, 807, 678, 936]
notice-dates-line: Dates Pub: DEC 09, 16, 23, 30, 2023 — [234, 537, 345, 547]
notice-heading: FICTITIOUS BUSINESS NAME STATEMENT — [10, 391, 167, 401]
notice-dates-line: Dates Pub: Dec 2, 9, 16, 23, 2023 — [1136, 664, 1236, 674]
notice-file-number: File No. 2023262378 — [460, 644, 524, 654]
notice-file-number: File No. 2023-253776 — [460, 1085, 526, 1094]
notice-publish-line: Publish: Mountain Views News — [1136, 572, 1230, 582]
notice-publish-line: Publish: Mountain Views News — [686, 264, 780, 274]
notice-body: The following person(s) is (are) doing business as: NEW CENTURY BURGERS, 21715 S WESTERN AVE, TORRANCE, CA 90501. Full name of registrant(s) is (are) MIGUEL GOMEZ, 8000 MARBURY, 617 W FRIES AVE, WILMINGTON, CA 90744. This Business is conducted by: AN INDIVIDUAL. Signed: MIGUEL GOMEZ OWNER. This statement was filed with the County Clerk of Los Angeles County on 11/20/2023. The registrant(s) has (have) commenced to transact business under the fictitious business name or names listed above on 09/2022. — [460, 1211, 679, 1281]
notice-file-number: File No. 2023-259256 — [10, 1257, 76, 1267]
notice-heading: FICTITIOUS BUSINESS NAME STATEMENT — [460, 314, 617, 323]
notice-body: The following person(s) is (are) doing business as: KONA ICE NORTHVALLEY1A, 18817 CHATSWORTH STREET 270 GRANADA HILLS, CA 91344. Full name of registrant(s) is (are) FOODIE FRIDAYS LLC, 18817 CHATSWORTH STREET 270 GRANADA HILLS, CA 91344. This Business is conducted by: AN LLC. Signed: FOODIE FRIDAYS LLC JOSHUA HALL, MEMBER. — [1136, 261, 1355, 315]
notice-body: The following person(s) is (are) doing business as: CASTAIC INN, 31411 RIDGE ROUTE ROAD CASTAIC, CA 91384. Full name of registrant(s) is (are) SHIV KRUPA HOSPITALITY LLC, 31411 RIDGE ROUTE ROAD CASTAIC, CA 91384. This Business is conducted by: AN LLC. Signed: JENIS HOSPITALITY LLC PANKAJ VANMALI PATEL, MANAGING MEMBER. — [1136, 354, 1355, 407]
notice-heading: FICTITIOUS BUSINESS NAME STATEMENT — [1136, 771, 1293, 781]
notice-file-number: File No. 2023-256641 — [686, 1093, 752, 1103]
notice-heading: FICTITIOUS BUSINESS NAME STATEMENT — [1136, 854, 1293, 864]
notice-file-number: File No. 2023-259448 — [460, 1311, 526, 1321]
notice-dates-line: Dates Pub: DEC 09, 16, 23, 30, 2023 — [10, 377, 119, 386]
notice-body: The following person(s) is (are) doing business as: ONE STOP MUSIC, 6917 ROSECRANS AVE, BELLFLOWER, CA 90706. Full name of registrant(s) is (are) TINA IMPORT, 6917 ROSECRANS AVE, BELLFLOWER, CA 90706. This Business is conducted by: AN INDIVIDUAL. Signed: TINA IMPORT, OWNER. This statement was filed with the County Clerk of Los Angeles County on 12/01/2023. The registrant(s) has (have) commenced to transact business under the fictitious business name or names listed above on 12/2023. NOTICE- This Fictitious Name Statement expires five years from the date it was filed in the office of the County Clerk. A new Fictitious Business Name Statement must be filed prior to that date. The filing of this statement does not of itself authorize the use in this state of a Fictitious Business Name in violation of the rights of another under federal, State, or common law (See section 14411 et. seq. Business and Professions Code). — [234, 739, 453, 861]
notice-dates-line: Dates Pub: DEC 09, 16, 23, 30, 2023 — [10, 1708, 119, 1718]
notice-dates-line: Dates Pub: Dec 2, 9, 16, 23, 2023 — [911, 196, 1010, 205]
notice-publish-line: Publish: Mountain Views News/JDC — [234, 199, 344, 208]
column-3 — [456, 62, 682, 2547]
legal-notice — [460, 942, 678, 1072]
notice-heading: FICTITIOUS BUSINESS NAME STATEMENT — [234, 552, 391, 562]
notice-dates-line: Dates Pub: Dec 2, 9, 16, 23, 2023 — [911, 958, 1010, 967]
notice-heading: FICTITIOUS BUSINESS NAME STATEMENT — [686, 901, 843, 910]
notice-file-number: File No. 2023-262970 — [234, 1070, 300, 1080]
legal-notice — [686, 290, 904, 411]
section-title: LEGAL NOTICES — [980, 4, 1339, 51]
notice-publish-line: Publish: Mountain Views News — [686, 702, 780, 712]
notice-dates-line: Dates Pub: DEC 09, 16, 23, 30, 2023 — [234, 1216, 345, 1226]
notice-file-number: File No. 2023-261908 — [10, 748, 76, 757]
legal-notice — [235, 393, 453, 548]
notice-dates-line: Dates Pub: Dec 9, 16, 23, 30, 2023 — [460, 469, 564, 478]
notice-dates-line: Dates Pub: DEC 09, 16, 23, 30, 2023 — [234, 1530, 345, 1540]
notice-body: The following person(s) is (are) doing business as: VICKS PLACE SALVADORIAN & PERUVIAN FOOD, 5958 VINELAND AVE SUITE E, NORTH HOLLYWOOD, CA 91601. Full name of registrant(s) is (are) ADRIANA ALDERETE, 5958 VINELAND AVE SUITE E, NORTH HOLLYWOOD, CA 91601. This Business is conducted by: A GENERAL PARTNERSHIP. — [1136, 696, 1355, 750]
notice-heading: FICTITIOUS BUSINESS NAME STATEMENT — [686, 414, 843, 424]
legal-notice — [912, 212, 1130, 307]
notice-heading: FICTITIOUS BUSINESS NAME STATEMENT — [1136, 337, 1293, 347]
legal-notice — [912, 506, 1130, 600]
notice-body: registrant(s) has (have) commenced to transact business under the fictitious business name or names listed above on N/A. NOTICE- This Fictitious Name Statement expires five years from the date it was filed in the office of the County Clerk. A new Fictitious Business Name Statement must be filed prior to that date. The filing of this statement does not of itself authorize the use in this state of a Fictitious Business Name in violation of the rights of another under federal, State, or common law (See section 14411 et. seq. Business and Professions Code). — [686, 62, 904, 131]
notice-heading: FICTITIOUS BUSINESS NAME STATEMENT — [686, 288, 843, 297]
notice-body: The following person(s) is (are) doing business as: PRO REALTY, INC. CALIFORNIA AVE, SOUTH GATE, CA 90280. Full name of registrant(s) is (are) CORNEJO PRO REALTY, INC. CALIFORNIA AVE, SOUTH GATE, CA 90280. This Business is conducted by: A CORPORATION. Signed: CARLOS CORNEJO, OWNER. This statement was filed with the County Clerk of Los Angeles County on 12/07/2023. The registrant(s) has (have) commenced to transact business under the fictitious business name or names listed above on N/A. NOTICE- This Fictitious Name Statement expires five years from the date it was filed in the office of the County Clerk. A new Fictitious Business Name Statement must be filed prior to that date. The filing of this statement does not of itself authorize the use in this state of a Fictitious Business Name in violation of the rights of another under federal, State, or common law (See section 14411 et. seq. Business and Professions Code). — [234, 1079, 453, 1209]
notice-heading: FICTITIOUS BUSINESS NAME STATEMENT — [1136, 429, 1293, 439]
legal-notice — [1136, 62, 1354, 139]
notice-publish-line: Publish: Mountain Views News/JDC — [10, 368, 118, 378]
notice-dates-line: Dates Pub: DEC 09, 16, 23, 30, 2023 — [234, 207, 345, 217]
notice-body: the rights of another under federal, State, or common law (See section 14411 et. seq. Business and Professions Code). — [911, 62, 1130, 78]
legal-notice — [1136, 856, 1354, 942]
notice-heading: FICTITIOUS BUSINESS NAME STATEMENT — [10, 222, 167, 231]
notice-publish-line: Publish: Mountain Views News — [911, 682, 1005, 691]
notice-publish-line: Publish: Mountain Views News/JDC — [10, 886, 118, 896]
notice-file-number: File No. 2023255682 — [1136, 438, 1200, 447]
legal-notice — [686, 154, 904, 284]
notice-publish-line: Publish: Mountain Views News — [686, 130, 780, 139]
notice-body: The following person(s) is (are) doing business as: JORGE TRACONIS EVENTS, 10936 HORTENSE STREET, #9, NORTH HOLLYWOOD, CA 91602. Full name of registrant(s) is (are) JORGE TRACONIS INC, 10936 HORTENSE STREET #9, NORTH HOLLYWOOD, CA 91602. This Business is conducted by: A CORPORATION. Signed: AZAR-LUNA OWNER, JORGE TRACONIS INC. — [911, 722, 1130, 775]
notice-publish-line: Publish: Mountain Views News/JDC — [10, 1056, 118, 1065]
legal-notice — [235, 554, 453, 718]
legal-notice — [235, 723, 453, 878]
notice-file-number: File No. 2023256958 — [1136, 688, 1200, 697]
notice-heading: FICTITIOUS BUSINESS NAME STATEMENT — [686, 817, 843, 827]
notice-dates-line: Dates Pub: DEC 09, 16, 23, 30, 2023 — [10, 1234, 119, 1243]
legal-notice — [686, 902, 904, 979]
notice-file-number: File No. 2023-251582 — [686, 826, 752, 836]
notice-body: The following person(s) is (are) doing business as: WILMINGTON OIL, 1103 WILMINGTON BLVD, WILMINGTON, CA 90744. Full name of registrant(s) is (are) ALL LA GAS INC, 1103 WILMINGTON BLVD, WILMINGTON, CA 90744. This Business is conducted by: A LIMITED LIABILITY COMPANY. Signed: PRANJUL PATEL, MANAGING MEMBER. — [234, 1663, 453, 1715]
notice-heading: FICTITIOUS BUSINESS NAME STATEMENT — [234, 1545, 391, 1554]
notice-heading: FICTITIOUS BUSINESS NAME STATEMENT — [1136, 596, 1293, 605]
notice-publish-line: Publish: Mountain Views News/JDC — [10, 1700, 118, 1709]
notice-dates-line: Dates Pub: DEC 02, 09, 16, 23, 2023 — [686, 273, 795, 283]
legal-notice — [460, 315, 678, 478]
notice-dates-line: Dates Pub: Dec 2, 9, 16, 23, 2023 — [1136, 498, 1236, 507]
notice-dates-line: Dates Pub: Nov 18, 25, Dec 2, 9, 2023 — [1136, 841, 1251, 850]
notice-body: The following person(s) is (are) doing business as: TOP PROTECTION AGENCY, 530 N BROADWAY, WEST COVINA, CA 91790. Full name of registrant(s) is (are) ALFREDO GARCIA, 530 N BROADWAY, WEST COVINA, CA 91790. This Business is conducted by: AN INDIVIDUAL. Signed: ALFREDO GARCIA, OWNER. This statement was filed with the County Clerk of Los Angeles County on 12/07/2023. The registrant(s) has (have) commenced to transact business under the fictitious business name or names listed above on 12/2023. NOTICE- This Fictitious Name Statement expires five years from the date it was filed in the office of the County Clerk. A new Fictitious Business Name Statement must be filed prior to that date. The filing of this statement does not of itself authorize the use in this state of a Fictitious Business Name in violation of the rights of another under federal, State, or common law (See section 14411 et. seq. Business and Professions Code). — [10, 77, 228, 199]
